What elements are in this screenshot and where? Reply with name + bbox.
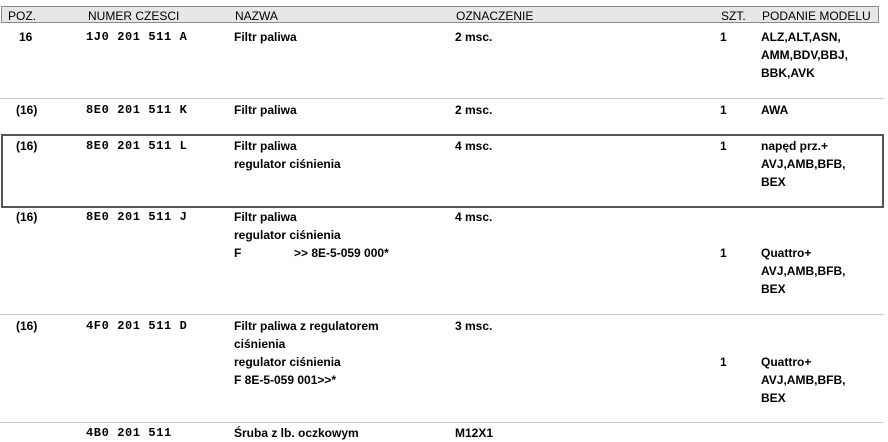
row-designation: 4 msc.	[455, 139, 493, 153]
row-model-line: AMM,BDV,BBJ,	[761, 48, 848, 62]
row-poz: 16	[19, 30, 33, 44]
header-nazwa: NAZWA	[235, 9, 278, 23]
row-designation: 2 msc.	[455, 103, 493, 117]
header-podanie-modelu: PODANIE MODELU	[762, 9, 871, 23]
row-qty: 1	[720, 139, 727, 153]
row-designation: 4 msc.	[455, 210, 493, 224]
ref-value: >> 8E-5-059 000*	[294, 246, 389, 260]
row-name-line: Filtr paliwa	[234, 139, 297, 153]
ref-code: F	[234, 246, 242, 260]
row-qty: 1	[720, 355, 727, 369]
row-name-line: Filtr paliwa	[234, 103, 297, 117]
row-model-line: BBK,AVK	[761, 66, 815, 80]
row-designation: 2 msc.	[455, 30, 493, 44]
row-qty: 1	[720, 30, 727, 44]
row-model-line: BEX	[761, 175, 786, 189]
header-poz: POZ.	[8, 9, 37, 23]
row-poz: (16)	[16, 103, 38, 117]
row-name-line: ciśnienia	[234, 337, 286, 351]
row-name-line: regulator ciśnienia	[234, 355, 341, 369]
row-model-line: BEX	[761, 282, 786, 296]
row-divider	[0, 314, 884, 315]
row-name-line: Filtr paliwa	[234, 30, 297, 44]
header-szt: SZT.	[721, 9, 746, 23]
row-name	[234, 208, 389, 262]
row-part-number: 4F0 201 511 D	[86, 319, 188, 333]
row-name-line: regulator ciśnienia	[234, 157, 341, 171]
row-model	[761, 28, 848, 82]
row-name	[234, 317, 379, 389]
row-poz: (16)	[16, 319, 38, 333]
row-model-line: AVJ,AMB,BFB,	[761, 373, 846, 387]
row-name	[234, 101, 297, 119]
row-model-line: Quattro+	[761, 355, 812, 369]
row-name	[234, 137, 341, 173]
row-qty: 1	[720, 246, 727, 260]
row-model	[761, 101, 788, 119]
row-model-line: napęd prz.+	[761, 139, 829, 153]
row-divider	[0, 422, 884, 423]
header-numer-czesci: NUMER CZESCI	[88, 9, 180, 23]
row-name: Śruba z lb. oczkowym	[234, 426, 359, 440]
row-designation: 3 msc.	[455, 319, 493, 333]
row-part-number: 4B0 201 511	[86, 426, 172, 440]
row-model	[761, 244, 845, 298]
row-name-line: Filtr paliwa z regulatorem	[234, 319, 379, 333]
row-part-number: 8E0 201 511 J	[86, 210, 188, 224]
row-poz: (16)	[16, 210, 38, 224]
row-name-line: F 8E-5-059 001>>*	[234, 373, 337, 387]
row-model-line: ALZ,ALT,ASN,	[761, 30, 841, 44]
row-name-line: regulator ciśnienia	[234, 228, 341, 242]
row-model-line: AWA	[761, 103, 789, 117]
row-name	[234, 28, 297, 46]
row-model-line: BEX	[761, 391, 786, 405]
row-name-ref	[234, 244, 389, 262]
row-model	[761, 353, 845, 407]
row-poz: (16)	[16, 139, 38, 153]
row-model-line: AVJ,AMB,BFB,	[761, 157, 846, 171]
row-qty: 1	[720, 103, 727, 117]
row-part-number: 1J0 201 511 A	[86, 30, 188, 44]
row-part-number: 8E0 201 511 K	[86, 103, 188, 117]
row-divider	[0, 98, 884, 99]
row-name-line: Filtr paliwa	[234, 210, 297, 224]
row-model	[761, 137, 845, 191]
table-header	[1, 6, 879, 23]
row-model-line: AVJ,AMB,BFB,	[761, 264, 846, 278]
row-designation: M12X1	[455, 426, 494, 440]
row-model-line: Quattro+	[761, 246, 812, 260]
header-oznaczenie: OZNACZENIE	[456, 9, 534, 23]
row-part-number: 8E0 201 511 L	[86, 139, 188, 153]
